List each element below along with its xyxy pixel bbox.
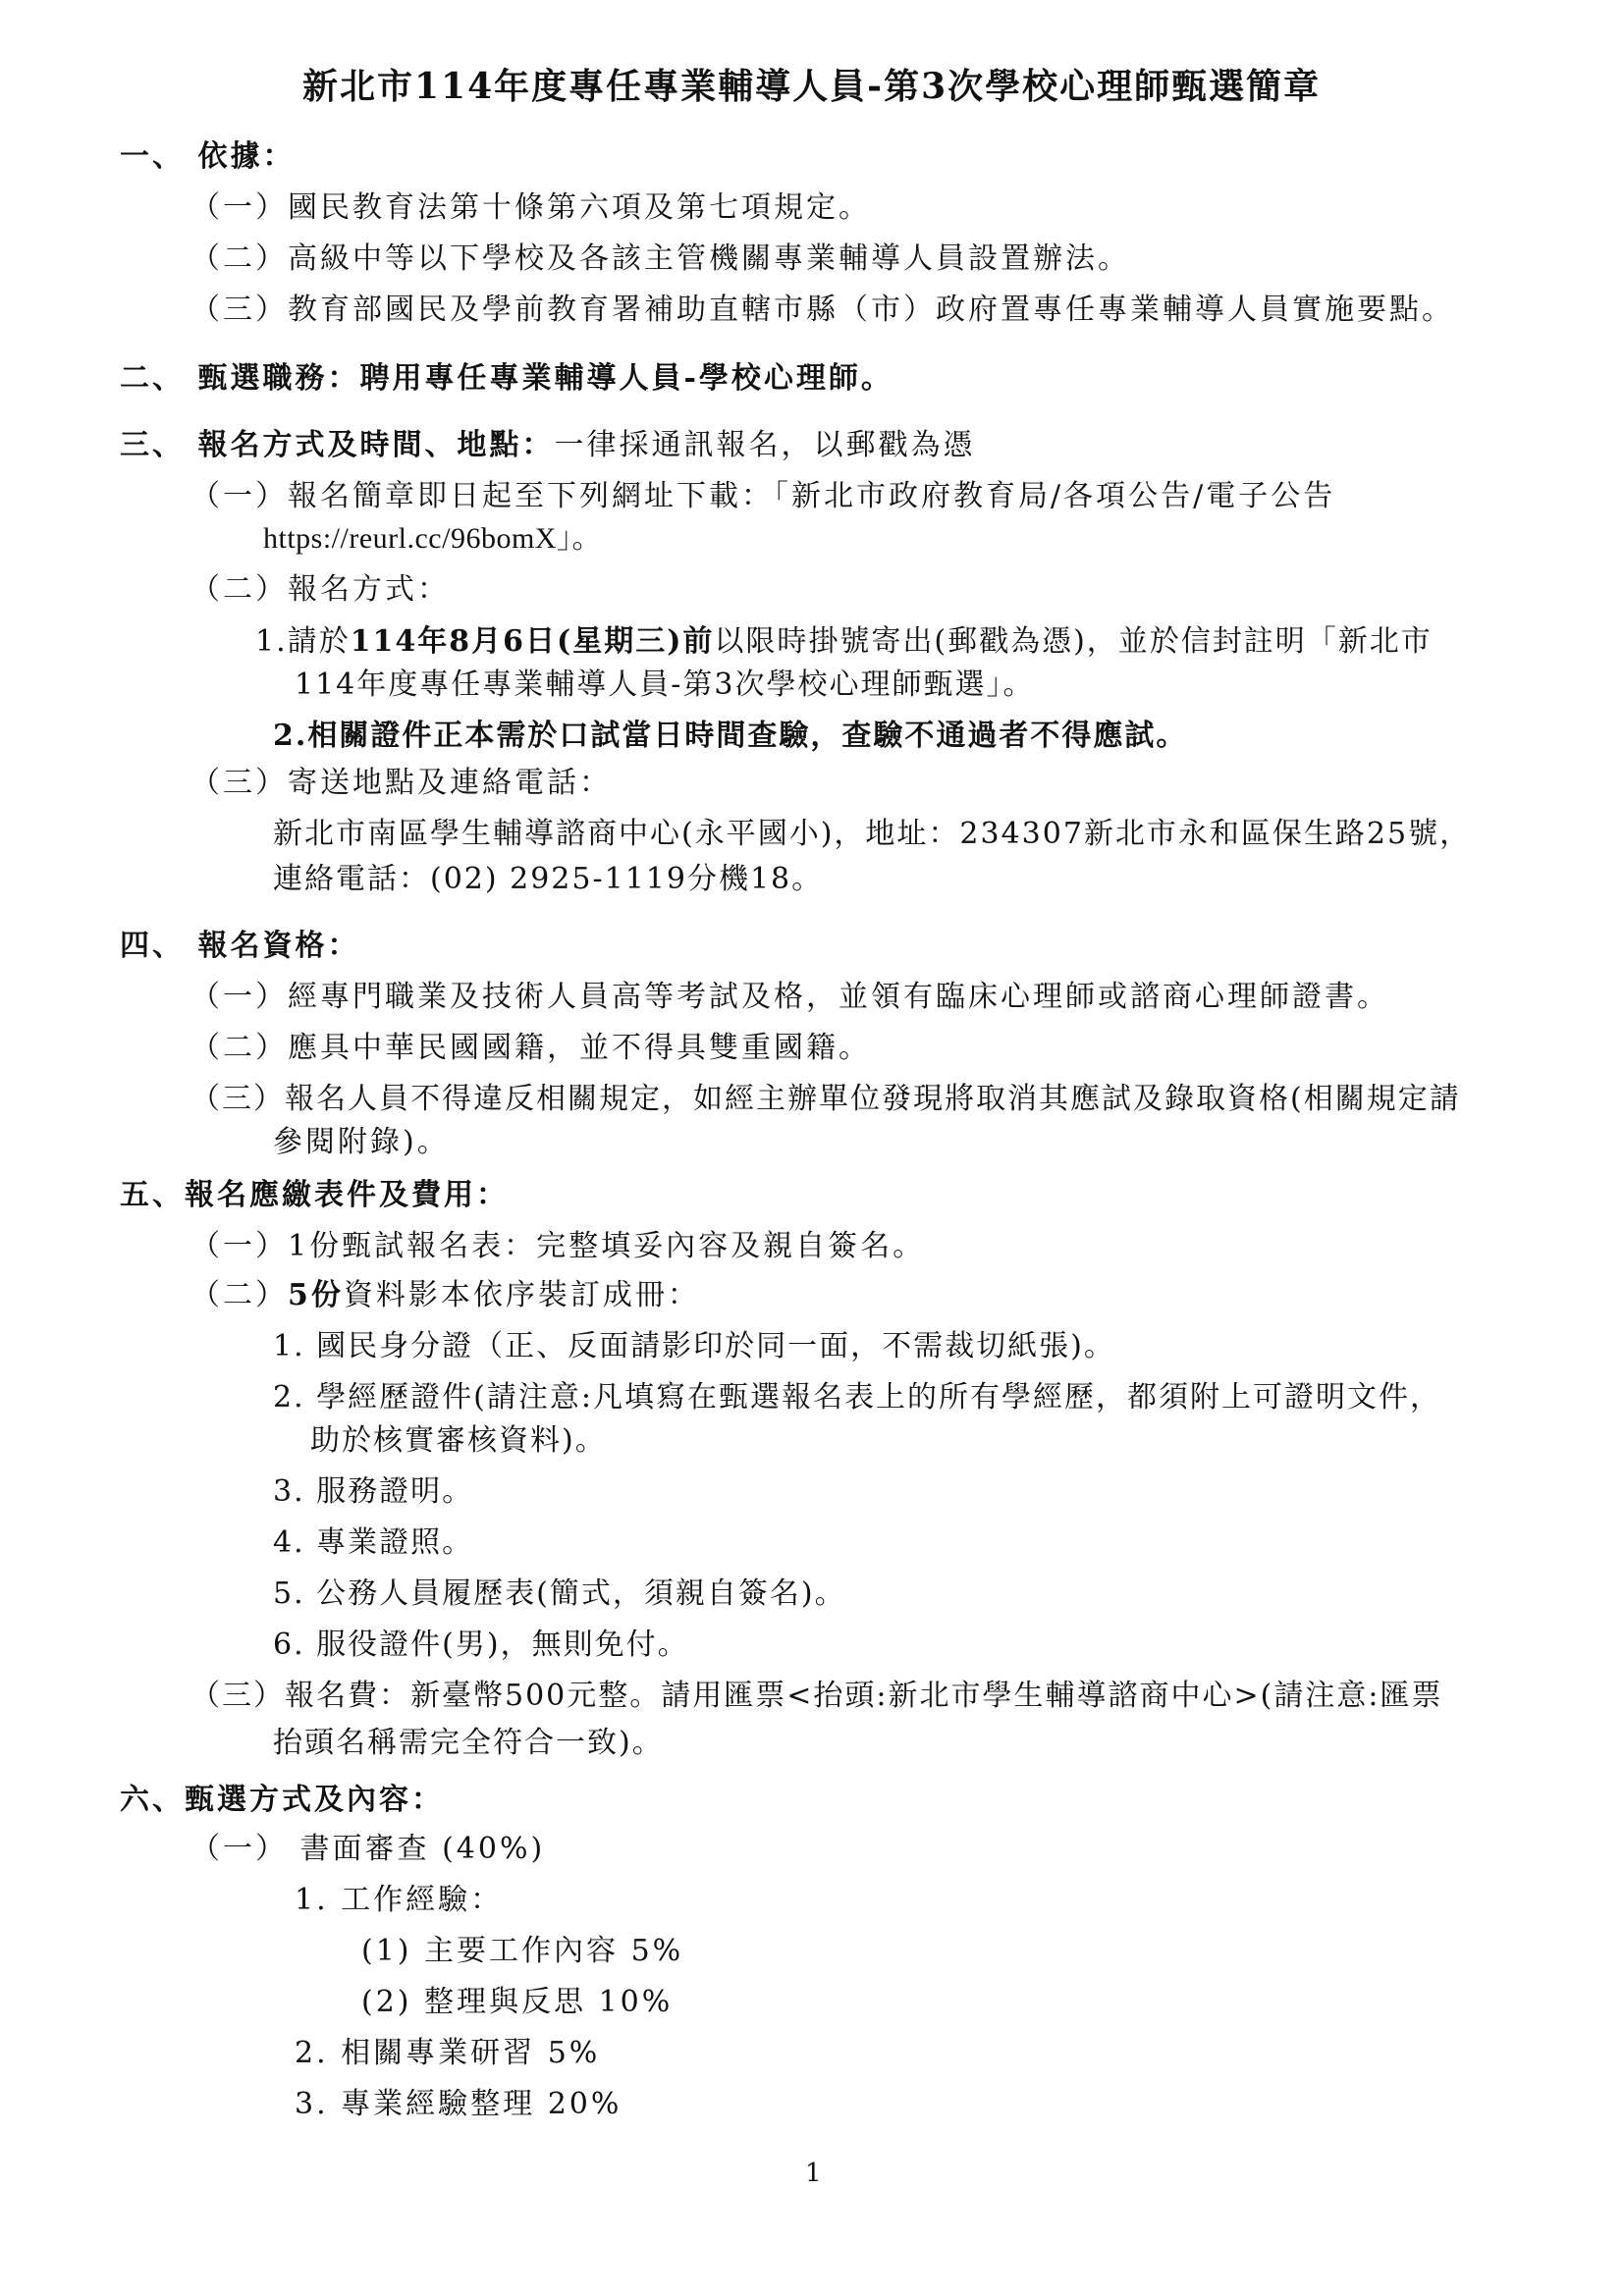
list-item: 2. 相關專業研習 5% — [295, 2036, 601, 2070]
text: 資料影本依序裝訂成冊： — [343, 1278, 700, 1312]
list-item: 4. 專業證照。 — [273, 1525, 474, 1560]
section-5-item-2 — [190, 1278, 700, 1313]
section-1-heading: 一、 依據： — [120, 139, 296, 174]
section-1-item-2: （二）高級中等以下學校及各該主管機關專業輔導人員設置辦法。 — [190, 241, 1130, 276]
section-3-address: 新北市南區學生輔導諮商中心(永平國小)，地址：234307新北市永和區保生路25號， — [273, 817, 1472, 851]
list-item: 6. 服役證件(男)，無則免付。 — [273, 1628, 689, 1662]
list-item: 1. 國民身分證（正、反面請影印於同一面，不需裁切紙張)。 — [273, 1329, 1115, 1363]
section-5-item-3: （三）報名費：新臺幣500元整。請用匯票<抬頭:新北市學生輔導諮商中心>(請注意:匯票 — [190, 1679, 1443, 1713]
section-4-item-3: （三）報名人員不得違反相關規定，如經主辦單位發現將取消其應試及錄取資格(相關規定請 — [190, 1082, 1461, 1116]
list-item: 3. 服務證明。 — [273, 1474, 474, 1509]
section-3-item-1: （一）報名簡章即日起至下列網址下載：「新北市政府教育局/各項公告/電子公告 — [190, 479, 1336, 513]
section-2-heading: 二、 甄選職務：聘用專任專業輔導人員-學校心理師。 — [120, 361, 893, 396]
section-1-item-1: （一）國民教育法第十條第六項及第七項規定。 — [190, 190, 871, 225]
page-title: 新北市114年度專任專業輔導人員-第3次學校心理師甄選簡章 — [302, 66, 1322, 107]
section-3-phone: 連絡電話：(02) 2925-1119分機18。 — [273, 862, 824, 896]
list-item: 1. 工作經驗： — [295, 1883, 504, 1917]
text: 1.請於 — [255, 624, 351, 659]
section-3-heading-rest: 一律採通訊報名，以郵戳為憑 — [554, 428, 976, 462]
section-6-heading: 六、甄選方式及內容： — [120, 1783, 444, 1817]
section-3-heading-bold: 三、 報名方式及時間、地點： — [120, 428, 555, 462]
list-item-cont: 助於核實審核資料)。 — [310, 1423, 607, 1458]
section-3-item-1-cont: https://reurl.cc/96bomX」。 — [263, 522, 602, 555]
section-3-item-2-1 — [255, 624, 1433, 660]
list-item: (1) 主要工作內容 5% — [361, 1934, 684, 1968]
list-item: 2. 學經歷證件(請注意:凡填寫在甄選報名表上的所有學經歷，都須附上可證明文件， — [273, 1380, 1441, 1415]
copies-count: 5份 — [288, 1278, 344, 1312]
list-item: (2) 整理與反思 10% — [361, 1985, 674, 2019]
section-5-item-1: （一）1份甄試報名表：完整填妥內容及親自簽名。 — [190, 1229, 926, 1263]
deadline-date: 114年8月6日(星期三)前 — [350, 624, 715, 659]
section-3-heading — [120, 428, 975, 463]
section-1-item-3: （三）教育部國民及學前教育署補助直轄市縣（市）政府置專任專業輔導人員實施要點。 — [190, 293, 1454, 327]
section-4-heading: 四、 報名資格： — [120, 929, 360, 963]
section-4-item-1: （一）經專門職業及技術人員高等考試及格，並領有臨床心理師或諮商心理師證書。 — [190, 980, 1389, 1014]
section-3-item-2-1-cont: 114年度專任專業輔導人員-第3次學校心理師甄選」。 — [295, 667, 1035, 702]
section-3-item-2-2: 2.相關證件正本需於口試當日時間查驗，查驗不通過者不得應試。 — [273, 719, 1188, 753]
list-item: 3. 專業經驗整理 20% — [295, 2087, 623, 2121]
section-4-item-3-cont: 參閱附錄)。 — [273, 1125, 450, 1159]
list-item: 5. 公務人員履歷表(簡式，須親自簽名)。 — [273, 1576, 846, 1611]
section-4-item-2: （二）應具中華民國國籍，並不得具雙重國籍。 — [190, 1031, 871, 1065]
section-3-item-2: （二）報名方式： — [190, 572, 450, 607]
page-number: 1 — [805, 2159, 822, 2188]
section-6-item-1: （一） 書面審查 (40%) — [190, 1832, 546, 1866]
section-3-item-3: （三）寄送地點及連絡電話： — [190, 766, 612, 800]
section-5-item-3-cont: 抬頭名稱需完全符合一致)。 — [273, 1726, 664, 1760]
text: （二） — [190, 1278, 288, 1312]
text: 以限時掛號寄出(郵戳為憑)，並於信封註明「新北市 — [714, 624, 1433, 659]
section-5-heading: 五、報名應繳表件及費用： — [120, 1178, 509, 1212]
